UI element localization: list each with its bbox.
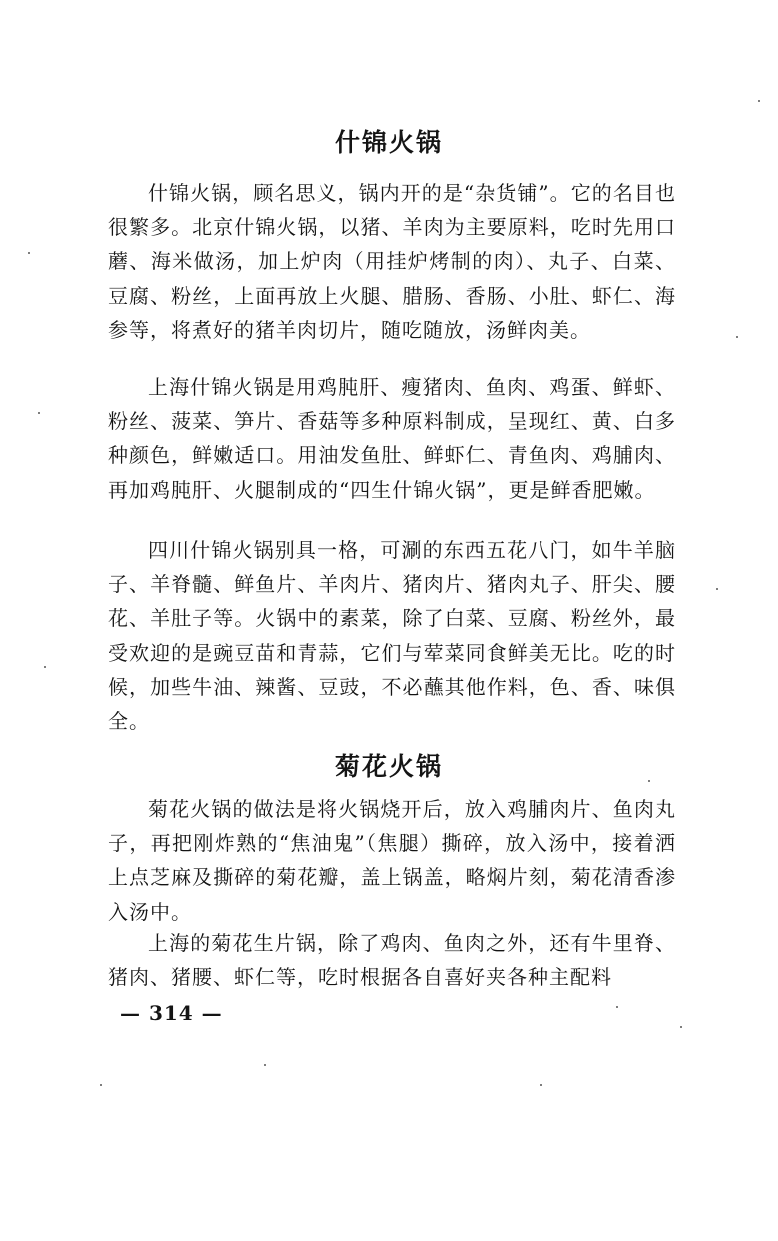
scan-speck	[540, 1084, 542, 1086]
scan-speck	[648, 780, 650, 782]
scan-speck	[264, 1064, 266, 1066]
paragraph-shanghai-hotpot: 上海什锦火锅是用鸡肫肝、瘦猪肉、鱼肉、鸡蛋、鲜虾、粉丝、菠菜、笋片、香菇等多种原料制成，呈现红、黄、白多种颜色，鲜嫩适口。用油发鱼肚、鲜虾仁、青鱼肉、鸡脯肉、再加鸡肫肝、火腿制成的“四生什锦火锅”，更是鲜香肥嫩。	[108, 375, 676, 502]
scan-speck	[28, 252, 30, 254]
scan-speck	[38, 412, 40, 414]
scan-speck	[616, 1006, 618, 1008]
scan-speck	[44, 666, 46, 668]
scan-speck	[736, 336, 738, 338]
paragraph-shanghai-chrysanthemum: 上海的菊花生片锅，除了鸡肉、鱼肉之外，还有牛里脊、猪肉、猪腰、虾仁等，吃时根据各自喜好夹各种主配料	[108, 931, 676, 990]
scan-speck	[100, 1084, 102, 1086]
scan-speck	[716, 588, 718, 590]
scan-speck	[680, 1026, 682, 1028]
paragraph-chrysanthemum-method: 菊花火锅的做法是将火锅烧开后，放入鸡脯肉片、鱼肉丸子，再把刚炸熟的“焦油鬼”（焦腿）撕碎，放入汤中，接着洒上点芝麻及撕碎的菊花瓣，盖上锅盖，略焖片刻，菊花清香渗入汤中。	[108, 797, 676, 924]
section-title-shijin-hotpot: 什锦火锅	[334, 128, 443, 157]
section-title-chrysanthemum-hotpot: 菊花火锅	[334, 752, 443, 781]
page-number: — 314 —	[120, 1001, 223, 1025]
scan-speck	[758, 100, 760, 102]
paragraph-beijing-hotpot: 什锦火锅，顾名思义，锅内开的是“杂货铺”。它的名目也很繁多。北京什锦火锅，以猪、羊肉为主要原料，吃时先用口蘑、海米做汤，加上炉肉（用挂炉烤制的肉）、丸子、白菜、豆腐、粉丝，上面再放上火腿、腊肠、香肠、小肚、虾仁、海参等，将煮好的猪羊肉切片，随吃随放，汤鲜肉美。	[108, 181, 676, 342]
paragraph-sichuan-hotpot: 四川什锦火锅别具一格，可涮的东西五花八门，如牛羊脑子、羊脊髓、鲜鱼片、羊肉片、猪肉片、猪肉丸子、肝尖、腰花、羊肚子等。火锅中的素菜，除了白菜、豆腐、粉丝外，最受欢迎的是豌豆苗和青蒜，它们与荤菜同食鲜美无比。吃的时候，加些牛油、辣酱、豆豉，不必蘸其他作料，色、香、味俱全。	[108, 538, 676, 734]
